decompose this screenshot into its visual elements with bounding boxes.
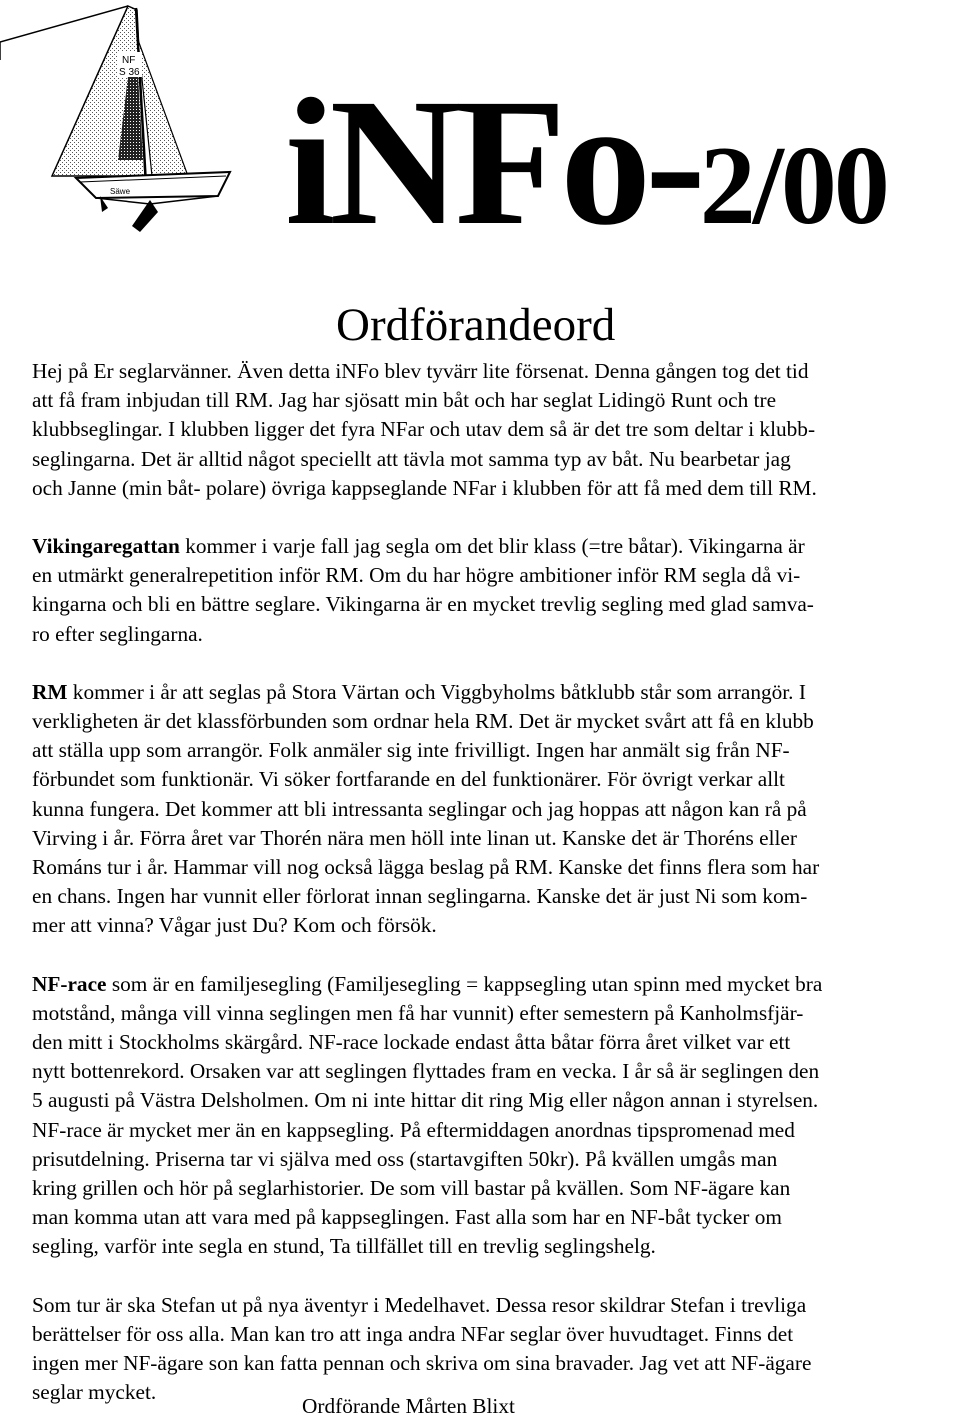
text-line: 5 augusti på Västra Delsholmen. Om ni inte hittar dit ring Mig eller någon annan i styrelsen. [32,1088,819,1113]
text-line: prisutdelning. Priserna tar vi själva med oss (startavgiften 50kr). På kvällen umgås man [32,1146,778,1171]
text-line: nytt bottenrekord. Orsaken var att seglingen flyttades fram en vecka. I år så är seglingen den [32,1059,820,1084]
text-line [32,532,952,561]
text-line: kring grillen och hör på seglarhistorier. De som vill bastar på kvällen. Som NF-ägare kan [32,1176,791,1201]
text-line: NF-race är mycket mer än en kappsegling. På eftermiddagen anordnas tipspromenad med [32,1117,795,1142]
paragraph-nf-race [32,970,952,1262]
text-line [32,970,952,999]
title-issue: 2/00 [699,124,887,248]
text-line: kingarna och bli en bättre seglare. Vikingarna är en mycket trevlig segling med glad samva- [32,592,814,617]
text-fragment: kommer i år att seglas på Stora Värtan och Viggbyholms båtklubb står som arrangör. I [67,679,806,704]
sailboat-logo [0,0,270,235]
text-line: segling, varför inte segla en stund, Ta tillfället till en trevlig seglingshelg. [32,1234,656,1259]
text-line: ingen mer NF-ägare son kan fatta pennan och skriva om sina bravader. Jag vet att NF-ägare [32,1351,812,1376]
text-line: seglingarna. Det är alltid något speciellt att tävla mot samma typ av båt. Nu bearbetar jag [32,446,791,471]
text-line: ro efter seglingarna. [32,621,203,646]
text-line: och Janne (min båt- polare) övriga kappseglande NFar i klubben för att få med dem till RM. [32,475,817,500]
text-line: att få fram inbjudan till RM. Jag har sjösatt min båt och har seglat Lidingö Runt och tre [32,388,777,413]
newsletter-title [285,62,887,263]
text-line: motstånd, många vill vinna seglingen men få har vunnit) efter semestern på Kanholmsfjär- [32,1000,804,1025]
text-fragment: som är en familjesegling (Familjesegling = kappsegling utan spinn med mycket bra [106,971,823,996]
text-line: Som tur är ska Stefan ut på nya äventyr i Medelhavet. Dessa resor skildrar Stefan i trevliga [32,1292,807,1317]
paragraph-rm [32,678,952,941]
keyword-rm: RM [32,679,68,704]
text-line: klubbseglingar. I klubben ligger det fyra NFar och utav dem så är det tre som deltar i klubb- [32,417,816,442]
paragraph-intro [32,357,952,503]
text-line: seglar mycket. [32,1380,157,1405]
text-line: man komma utan att vara med på kappseglingen. Fast alla som har en NF-båt tycker om [32,1205,782,1230]
keyword-nf-race: NF-race [32,971,107,996]
text-line: Virving i år. Förra året var Thorén nära men höll inte linan ut. Kanske det är Thoréns eller [32,825,797,850]
text-line: en chans. Ingen har vunnit eller förlorat innan seglingarna. Kanske det är just Ni som kom- [32,884,808,909]
text-line: att ställa upp som arrangör. Folk anmäler sig inte frivilligt. Ingen har anmält sig från NF- [32,738,790,763]
sail-number-s36: S 36 [119,67,140,78]
keyword-vikingaregattan: Vikingaregattan [32,534,180,559]
text-line: förbundet som funktionär. Vi söker fortfarande en del funktionärer. För övrigt verkar allt [32,767,785,792]
section-heading: Ordförandeord [336,299,616,351]
text-line [32,678,952,707]
text-line: en utmärkt generalrepetition inför RM. Om du har högre ambitioner inför RM segla då vi- [32,563,801,588]
title-main: iNFo- [285,62,700,263]
text-line: berättelser för oss alla. Man kan tro att inga andra NFar seglar över huvudtaget. Finns det [32,1321,794,1346]
text-line: kunna fungera. Det kommer att bli intressanta seglingar och jag hoppas att någon kan rå på [32,796,807,821]
text-line: verkligheten är det klassförbunden som ordnar hela RM. Det är mycket svårt att få en klubb [32,709,814,734]
signature: Ordförande Mårten Blixt [302,1394,515,1418]
sail-number-nf: NF [122,55,136,66]
paragraph-vikingaregattan [32,532,952,649]
text-line: Románs tur i år. Hammar vill nog också lägga beslag på RM. Kanske det finns flera som har [32,855,820,880]
text-fragment: kommer i varje fall jag segla om det blir klass (=tre båtar). Vikingarna är [179,534,805,559]
article-body [32,357,952,1408]
text-line: Hej på Er seglarvänner. Även detta iNFo blev tyvärr lite försenat. Denna gången tog det tid [32,359,809,383]
text-line: den mitt i Stockholms skärgård. NF-race lockade endast åtta båtar förra året vilket var ett [32,1030,791,1055]
text-line: mer att vinna? Vågar just Du? Kom och försök. [32,913,437,938]
hull-label: Säwe [110,187,131,196]
paragraph-stefan [32,1291,952,1408]
